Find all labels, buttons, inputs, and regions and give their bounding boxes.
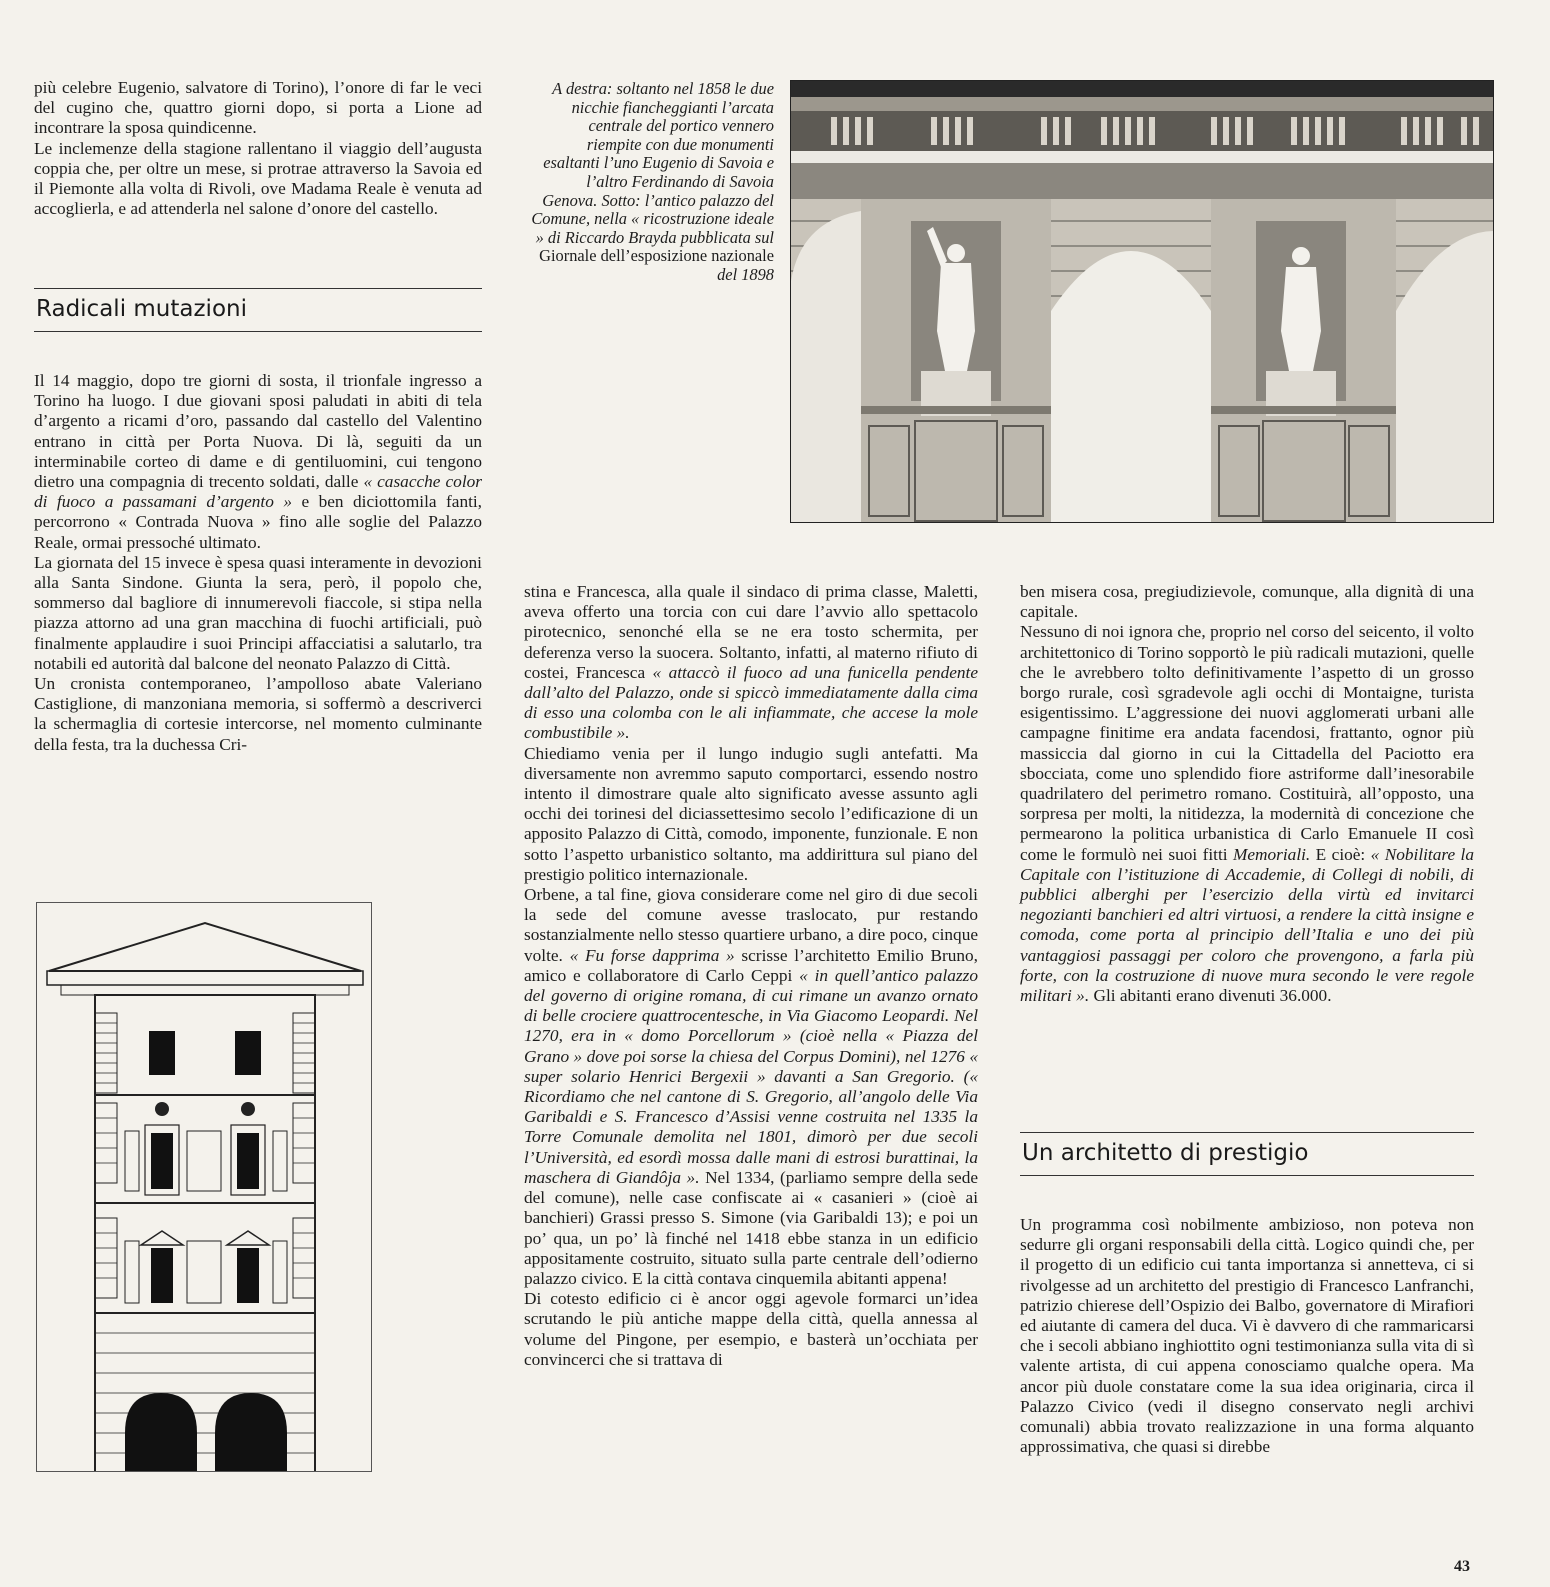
paragraph: più celebre Eugenio, salvatore di Torino), l’onore di far le veci del cugino che, quattro giorni dopo, si porta a Lione ad incontrare la sposa quindicenne. xyxy=(34,78,482,138)
page-number: 43 xyxy=(1454,1558,1470,1575)
paragraph: Un programma così nobilmente ambizioso, non poteva non sedurre gli organi responsabili della città. Logico quindi che, per il progetto di un edificio cui tanta importanza si annetteva, ci si rivolgesse ad un architetto del prestigio di Francesco Lanfranchi, patrizio chierese dell’Ospizio dei Balbo, governatore di Mirafiori ed aiutante di camera del duca. Vi è davvero di che rammaricarsi che i secoli abbiano inghiottito ogni testimonianza sulla vita di sì valente artista, di cui appena conosciamo qualche opera. Ma ancor più duole constatare come la sua idea originaria, circa il Palazzo Civico (vedi il disegno conservato negli archivi comunali) abbia trovato realizzazione in una forma alquanto approssimativa, che quasi si direbbe xyxy=(1020,1215,1474,1457)
paragraph: La giornata del 15 invece è spesa quasi interamente in devozioni alla Santa Sindone. Giunta la sera, però, il popolo che, sommerso dal bagliore di innumerevoli fiaccole, si stipa nella piazza attorno ad una gran macchina di fuochi artificiali, può finalmente applaudire i suoi Principi affacciatisi a salutarlo, tra notabili ed autorità dal balcone del neonato Palazzo di Città. xyxy=(34,552,482,673)
paragraph: Un cronista contemporaneo, l’ampolloso abate Valeriano Castiglione, di manzoniana memoria, si soffermò a descriverci la schermaglia di cortesie intercorse, nel momento culminante della festa, tra la duchessa Cri- xyxy=(34,674,482,754)
paragraph: ben misera cosa, pregiudizievole, comunque, alla dignità di una capitale. xyxy=(1020,582,1474,622)
paragraph: Nessuno di noi ignora che, proprio nel corso del seicento, il volto architettonico di Torino sopportò le più radicali mutazioni, quelle che le avrebbero tolto definitivamente l’aspetto di un grosso borgo rurale, così sgradevole agli occhi di Montaigne, turista esigentissimo. L’aggressione dei nuovi agglomerati urbani alle campagne finitime era andata facendosi, frattanto, ognor più massiccia dal giorno in cui la Cittadella del Paciotto era sbocciata, come uno splendido fiore astriforme dall’inesorabile quadrilatero del perimetro romano. Costituirà, all’opposto, una sorpresa per molti, la nitidezza, la modernità di concezione che permearono la politica urbanistica di Carlo Emanuele II così come le formulò nei suoi fitti Memoriali. E cioè: « Nobilitare la Capitale con l’istituzione di Accademie, di Collegi di nobili, di pubblici alberghi per l’esercizio della virtù ed invitarci negozianti banchieri ed altri virtuosi, a rendere la città insigne e comoda, come porta al principio dell’Italia e uno dei più vantaggiosi passaggi per coloro che provengono, a farla più forte, con la costruzione di nuove mura secondo le vere regole militari ». Gli abitanti erano divenuti 36.000. xyxy=(1020,622,1474,1006)
col2-text xyxy=(524,582,978,1370)
paragraph: Di cotesto edificio ci è ancor oggi agevole formarci un’idea scrutando le più antiche mappe della città, quella annessa al volume del Pingone, per esempio, e basterà un’occhiata per convincerci che si trattava di xyxy=(524,1289,978,1369)
palazzo-facade-drawing xyxy=(36,902,372,1472)
paragraph: Chiediamo venia per il lungo indugio sugli antefatti. Ma diversamente non avremmo saputo comportarci, essendo nostro intento il dimostrare quale alto significato avesse assunto agli occhi dei torinesi del diciassettesimo secolo l’edificazione di un apposito Palazzo di Città, comodo, imponente, funzionale. E non sotto l’aspetto urbanistico soltanto, ma addirittura sul piano del prestigio politico internazionale. xyxy=(524,743,978,884)
paragraph: Orbene, a tal fine, giova considerare come nel giro di due secoli la sede del comune avesse traslocato, pur restando sostanzialmente nello stesso quartiere urbano, a dire poco, cinque volte. « Fu forse dapprima » scrisse l’architetto Emilio Bruno, amico e collaboratore di Carlo Ceppi « in quell’antico palazzo del governo di origine romana, di cui rimane un avanzo ornato di belle crociere quattrocentesche, in Via Giacomo Leopardi. Nel 1270, era in « domo Porcellorum » (cioè nella « Piazza del Grano » dove poi sorse la chiesa del Corpus Domini), nel 1276 « super solario Henrici Bergexii » davanti a San Gregorio. (« Ricordiamo che nel cantone di S. Gregorio, all’angolo delle Via Garibaldi e S. Francesco d’Assisi venne costruita nel 1335 la Torre Comunale demolita nel 1801, dimorò per due secoli l’Università, ed esordì mossa dalle mani di estrosi burattinai, la maschera di Giandôja ». Nel 1334, (parliamo sempre della sede del comune), nelle case confiscate ai « casanieri » (cioè ai banchieri) Grassi presso S. Simone (via Garibaldi 13); e poi un po’ qua, un po’ là finché nel 1418 ebbe stanza in un edificio appositamente costruito, situato sulla parte centrale dell’odierno palazzo civico. E la città contava cinquemila abitanti appena! xyxy=(524,885,979,1288)
paragraph: stina e Francesca, alla quale il sindaco di prima classe, Maletti, aveva offerto una torcia con cui dare l’avvio allo spettacolo pirotecnico, senonché ella se ne era tosto schermita, per deferenza verso la suocera. Soltanto, infatti, al materno rifiuto di costei, Francesca « attaccò il fuoco ad una funicella pendente dall’alto del Palazzo, onde si spiccò immediatamente dalla cima di esso una colomba con le ali infiammate, che accese la mole combustibile ». xyxy=(524,582,978,743)
col3-section-text xyxy=(1020,1215,1474,1457)
col1-top-text xyxy=(34,78,482,219)
paragraph: Il 14 maggio, dopo tre giorni di sosta, il trionfale ingresso a Torino ha luogo. I due giovani sposi paludati in abiti di tela d’argento a ricami d’oro, passando dal castello del Valentino entrano in città per Porta Nuova. Di là, seguiti da un interminabile corteo di dame e di gentiluomini, cui tengono dietro una compagnia di trecento soldati, dalle « casacche color di fuoco a passamani d’argento » e ben diciottomila fanti, percorrono « Contrada Nuova » fino alle soglie del Palazzo Reale, ormai pressoché ultimato. xyxy=(34,371,483,552)
section-heading-radicali: Radicali mutazioni xyxy=(34,288,482,332)
paragraph: Le inclemenze della stagione rallentano il viaggio dell’augusta coppia che, per oltre un mese, si protrae attraverso la Savoia ed il Piemonte alla volta di Rivoli, ove Madama Reale è venuta ad accoglierla, e ad attenderla nel salone d’onore del castello. xyxy=(34,138,482,219)
photo-caption: A destra: soltanto nel 1858 le due nicchie fiancheggianti l’arcata centrale del portico vennero riempite con due monumenti esaltanti l’uno Eugenio di Savoia e l’altro Ferdinando di Savoia Genova. Sotto: l’antico palazzo del Comune, nella « ricostruzione ideale » di Riccardo Brayda pubblicata sul Giornale dell’esposizione nazionale del 1898 xyxy=(531,79,774,284)
col3-top-text xyxy=(1020,582,1474,1006)
col1-section-text xyxy=(34,371,482,755)
portico-statues-photo xyxy=(790,80,1494,523)
section-heading-architetto: Un architetto di prestigio xyxy=(1020,1132,1474,1176)
